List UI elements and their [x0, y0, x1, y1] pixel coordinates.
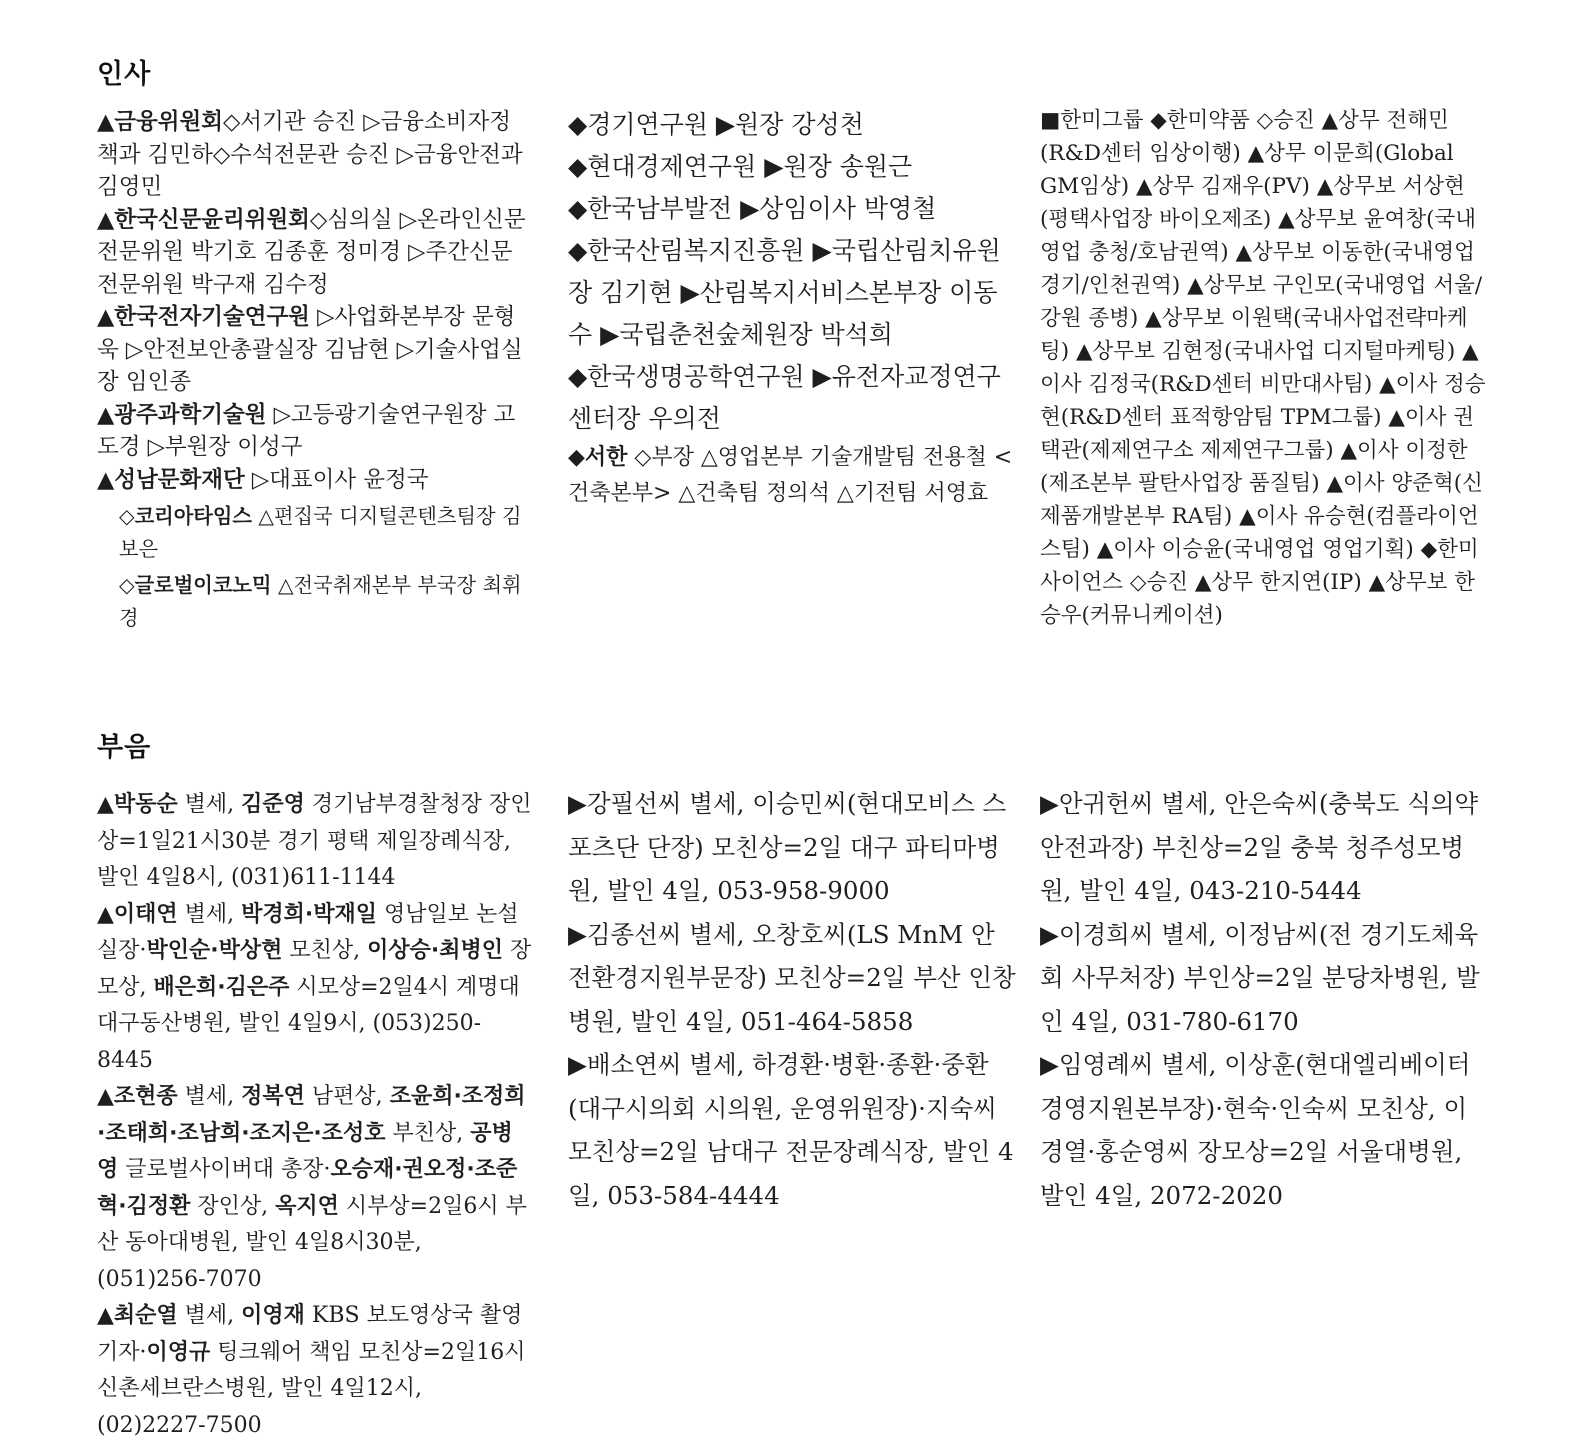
mourner-name: 이상승·최병인	[367, 938, 503, 963]
mourner-name: 이영재	[241, 1303, 305, 1328]
entry-text: 영남일보 논설실장·	[97, 901, 519, 963]
insa-entry	[97, 399, 532, 464]
obituary-entry: ▶임영례씨 별세, 이상훈(현대엘리베이터 경영지원본부장)·현숙·인숙씨 모친상, 이경열·홍순영씨 장모상=2일 서울대병원, 발인 4일, 2072-2020	[1040, 1050, 1471, 1210]
bueum-column-2	[568, 782, 1016, 1217]
insa-entry: ◆경기연구원 ▶원장 강성천	[568, 110, 864, 139]
mourner-name: 배은희·김은주	[153, 974, 290, 1000]
insa-column-1	[97, 106, 532, 634]
mourner-name: 공병영	[97, 1120, 513, 1182]
entry-text: 별세,	[177, 1303, 242, 1328]
insa-entry: ◆한국생명공학연구원 ▶유전자교정연구센터장 우의전	[568, 362, 1001, 433]
obituary-entry: ▶배소연씨 별세, 하경환·병환·종환·중환(대구시의회 시의원, 운영위원장)·지숙씨 모친상=2일 남대구 전문장례식장, 발인 4일, 053-584-4444	[568, 1050, 1014, 1210]
insa-entry	[97, 106, 532, 204]
deceased-name: ▲조현종	[97, 1084, 178, 1109]
entry-text: ◇부장 △영업본부 기술개발팀 전용철 <건축본부> △건축팀 정의석 △기전팀 서영효	[568, 445, 1013, 506]
entry-text: ▷고등광기술연구원장 고도경 ▷부원장 이성구	[97, 401, 516, 460]
entry-text: ◇서기관 승진 ▷금융소비자정책과 김민하◇수석전문관 승진 ▷금융안전과 김영민	[97, 109, 523, 200]
obituary-entry	[97, 1298, 532, 1444]
insa-entry	[97, 204, 532, 302]
mourner-name: 옥지연	[275, 1193, 339, 1219]
entry-text: ▷대표이사 윤정국	[244, 466, 429, 493]
insa-entry	[97, 569, 532, 634]
entry-text: 장인상,	[190, 1193, 276, 1219]
entry-text: 별세,	[177, 1084, 242, 1109]
obituary-entry	[97, 787, 532, 897]
org-name: ▲한국전자기술연구원	[97, 304, 310, 330]
entry-text: 부친상,	[385, 1120, 471, 1146]
insa-entry: ■한미그룹 ◆한미약품 ◇승진 ▲상무 전해민(R&D센터 임상이행) ▲상무 이문희(Global GM임상) ▲상무 김재우(PV) ▲상무보 서상현(평택사업장 바이오제조) ▲상무보 윤여창(국내영업 충청/호남권역) ▲상무보 이동한(국내영업 경기/인천권역) ▲상무보 구인모(국내영업 서울/강원 종병) ▲상무보 이원택(국내사업전략마케팅) ▲상무보 김현정(국내사업 디지털마케팅) ▲이사 김정국(R&D센터 비만대사팀) ▲이사 정승현(R&D센터 표적항암팀 TPM그룹) ▲이사 권택관(제제연구소 제제연구그룹) ▲이사 이정한(제조본부 팔탄사업장 품질팀) ▲이사 양준혁(신제품개발본부 RA팀) ▲이사 유승현(컴플라이언스팀) ▲이사 이승윤(국내영업 영업기획) ◆한미사이언스 ◇승진 ▲상무 한지연(IP) ▲상무보 한승우(커뮤니케이션)	[1040, 108, 1486, 628]
entry-text: KBS 보도영상국 촬영기자·	[97, 1303, 523, 1365]
mourner-name: 김준영	[241, 792, 305, 817]
org-name: ▲성남문화재단	[97, 466, 245, 493]
entry-text: 장모상,	[97, 938, 532, 1000]
entry-text: △편집국 디지털콘텐츠팀장 김보은	[119, 504, 522, 561]
obituary-entry: ▶이경희씨 별세, 이정남씨(전 경기도체육회 사무처장) 부인상=2일 분당차병원, 발인 4일, 031-780-6170	[1040, 919, 1480, 1036]
entry-text: ▷사업화본부장 문형욱 ▷안전보안총괄실장 김남현 ▷기술사업실장 임인종	[97, 304, 523, 395]
deceased-name: ▲박동순	[97, 792, 178, 817]
insa-entry	[97, 500, 532, 565]
mourner-name: 이영규	[146, 1339, 211, 1365]
org-name: ▲광주과학기술원	[97, 401, 267, 428]
entry-text: 글로벌사이버대 총장·	[118, 1157, 331, 1182]
entry-text: 별세,	[177, 901, 242, 927]
bueum-column-1	[97, 787, 532, 1444]
deceased-name: ▲최순열	[97, 1303, 178, 1328]
obituary-entry: ▶강필선씨 별세, 이승민씨(현대모비스 스포츠단 단장) 모친상=2일 대구 파티마병원, 발인 4일, 053-958-9000	[568, 789, 1007, 905]
entry-text: ◇심의실 ▷온라인신문 전문위원 박기호 김종훈 정미경 ▷주간신문 전문위원 박구재 김수정	[97, 206, 526, 298]
bueum-column-3	[1040, 782, 1488, 1217]
insa-entry	[568, 440, 1013, 512]
insa-entry: ◆한국남부발전 ▶상임이사 박영철	[568, 194, 937, 223]
obituary-entry: ▶안귀헌씨 별세, 안은숙씨(충북도 식의약안전과장) 부친상=2일 충북 청주성모병원, 발인 4일, 043-210-5444	[1040, 789, 1479, 905]
entry-text: 남편상,	[304, 1084, 390, 1109]
org-name: ◇코리아타임스	[119, 504, 252, 528]
insa-entry: ◆현대경제연구원 ▶원장 송원근	[568, 152, 913, 181]
entry-text: 모친상,	[282, 938, 368, 963]
insa-entry	[97, 301, 532, 399]
obituary-entry	[97, 1079, 532, 1298]
mourner-name: 박경희·박재일	[241, 901, 378, 927]
obituary-entry	[97, 897, 532, 1080]
org-name: ◆서한	[568, 445, 628, 470]
entry-text: △전국취재본부 부국장 최휘경	[119, 573, 522, 630]
mourner-name: 박인순·박상현	[146, 938, 283, 963]
deceased-name: ▲이태연	[97, 901, 178, 927]
entry-text: 경기남부경찰청장 장인상=1일21시30분 경기 평택 제일장례식장, 발인 4일8시, (031)611-1144	[97, 792, 532, 890]
obituary-entry: ▶김종선씨 별세, 오창호씨(LS MnM 안전환경지원부문장) 모친상=2일 부산 인창병원, 발인 4일, 051-464-5858	[568, 919, 1016, 1036]
insa-entry: ◆한국산림복지진흥원 ▶국립산림치유원장 김기현 ▶산림복지서비스본부장 이동수 ▶국립춘천숲체원장 박석희	[568, 236, 1001, 349]
insa-column-2	[568, 104, 1013, 512]
org-name: ◇글로벌이코노믹	[119, 573, 272, 597]
entry-text: 별세,	[177, 792, 242, 817]
mourner-name: 조윤희·조정희·조태희·조남희·조지은·조성호	[97, 1084, 526, 1146]
entry-text: 팅크웨어 책임 모친상=2일16시 신촌세브란스병원, 발인 4일12시, (02)2227-7500	[97, 1339, 526, 1438]
insa-entry	[97, 464, 532, 497]
entry-text: 시모상=2일4시 계명대 대구동산병원, 발인 4일9시, (053)250-8445	[97, 974, 520, 1073]
mourner-name: 오승재·권오정·조준혁·김정환	[97, 1157, 518, 1219]
section-title-bueum: 부음	[97, 732, 152, 763]
section-title-insa: 인사	[97, 59, 152, 90]
org-name: ▲한국신문윤리위원회	[97, 206, 310, 233]
entry-text: 시부상=2일6시 부산 동아대병원, 발인 4일8시30분, (051)256-7070	[97, 1193, 527, 1292]
mourner-name: 정복연	[241, 1084, 305, 1109]
insa-column-3	[1040, 104, 1488, 632]
org-name: ▲금융위원회	[97, 109, 223, 135]
